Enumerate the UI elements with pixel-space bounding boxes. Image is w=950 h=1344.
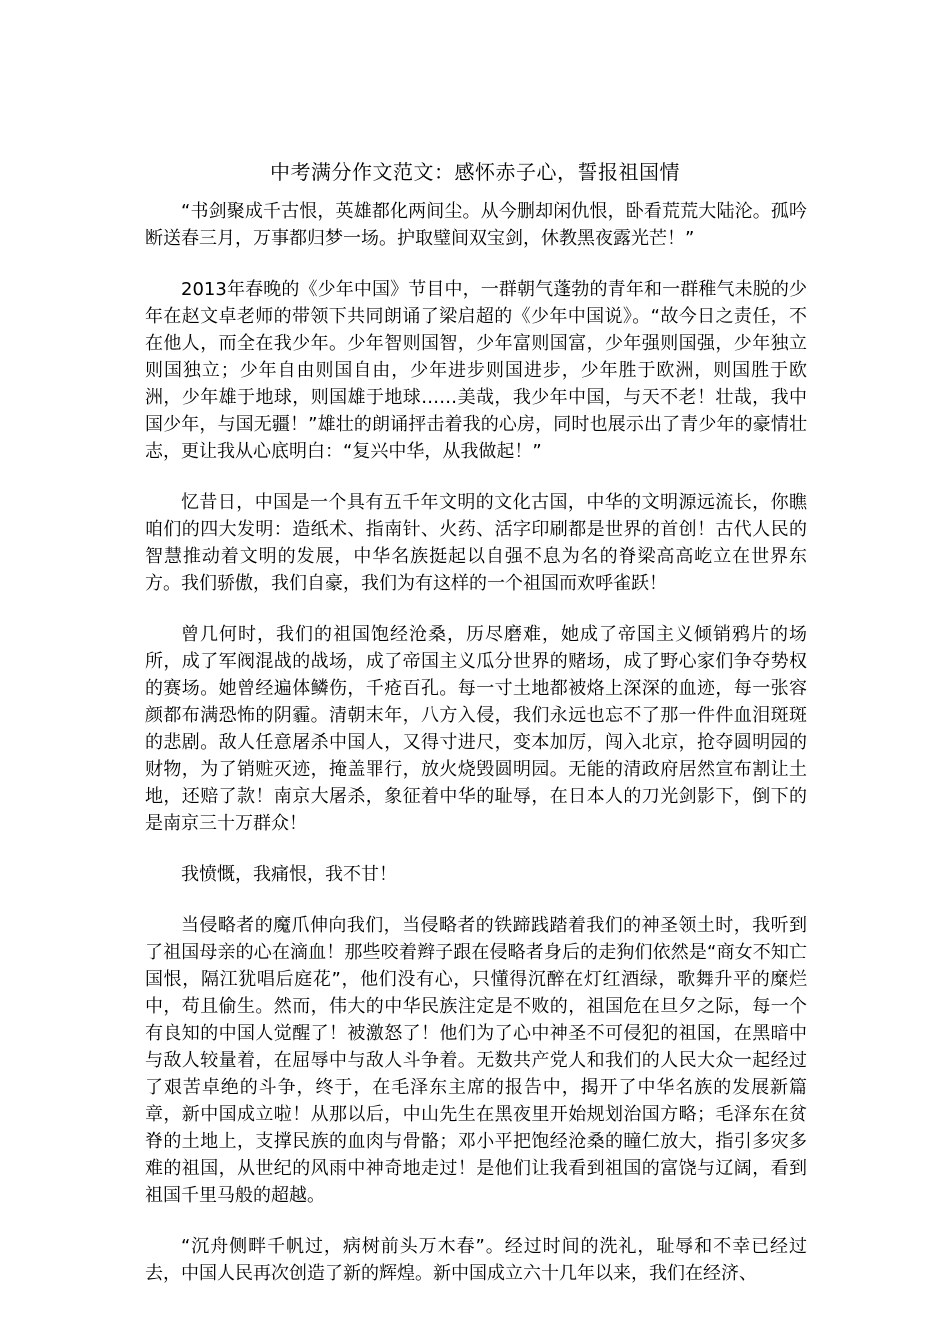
paragraph-indignation: 我愤慨，我痛恨，我不甘！	[181, 864, 397, 885]
essay-title: 中考满分作文范文：感怀赤子心，誓报祖国情	[270, 160, 680, 184]
paragraph-awakening: 当侵略者的魔爪伸向我们，当侵略者的铁蹄践踏着我们的神圣领土时，我听到了祖国母亲的心在滴血！那些咬着辫子跟在侵略者身后的走狗们依然是“商女不知亡国恨，隔江犹唱后庭花”，他们没有心，只懂得沉醉在灯红酒绿，歌舞升平的糜烂中，苟且偷生。然而，伟大的中华民族注定是不败的，祖国危在旦夕之际，每一个有良知的中国人觉醒了！被激怒了！他们为了心中神圣不可侵犯的祖国，在黑暗中与敌人较量着，在屈辱中与敌人斗争着。无数共产党人和我们的人民大众一起经过了艰苦卓绝的斗争，终于，在毛泽东主席的报告中，揭开了中华名族的发展新篇章，新中国成立啦！从那以后，中山先生在黑夜里开始规划治国方略；毛泽东在贫脊的土地上，支撑民族的血肉与骨骼；邓小平把饱经沧桑的瞳仁放大，指引多灾多难的祖国，从世纪的风雨中神奇地走过！是他们让我看到祖国的富饶与辽阔，看到祖国千里马般的超越。	[145, 915, 807, 1206]
paragraph-humiliation: 曾几何时，我们的祖国饱经沧桑，历尽磨难，她成了帝国主义倾销鸦片的场所，成了军阀混战的战场，成了帝国主义瓜分世界的赌场，成了野心家们争夺势权的赛场。她曾经遍体鳞伤，千疮百孔。每一寸土地都被烙上深深的血迹，每一张容颜都布满恐怖的阴霾。清朝末年，八方入侵，我们永远也忘不了那一件件血泪斑斑的悲剧。敌人任意屠杀中国人，又得寸进尺，变本加厉，闯入北京，抢夺圆明园的财物，为了销赃灭迹，掩盖罪行，放火烧毁圆明园。无能的清政府居然宣布割让土地，还赔了款！南京大屠杀，象征着中华的耻辱，在日本人的刀光剑影下，倒下的是南京三十万群众！	[145, 624, 807, 834]
paragraph-ancient-china: 忆昔日，中国是一个具有五千年文明的文化古国，中华的文明源远流长，你瞧咱们的四大发明：造纸术、指南针、火药、活字印刷都是世界的首创！古代人民的智慧推动着文明的发展，中华名族挺起以自强不息为名的脊梁高高屹立在世界东方。我们骄傲，我们自豪，我们为有这样的一个祖国而欢呼雀跃！	[145, 492, 807, 594]
paragraph-poem: “书剑聚成千古恨，英雄都化两间尘。从今删却闲仇恨，卧看荒荒大陆沦。孤吟断送春三月，万事都归梦一场。护取璧间双宝剑，休教黑夜露光芒！”	[145, 201, 807, 249]
essay-body	[145, 198, 807, 1311]
paragraph-spring-gala: 2013年春晚的《少年中国》节目中，一群朝气蓬勃的青年和一群稚气未脱的少年在赵文卓老师的带领下共同朗诵了梁启超的《少年中国说》。“故今日之责任，不在他人，而全在我少年。少年智则国智，少年富则国富，少年强则国强，少年独立则国独立；少年自由则国自由，少年进步则国进步，少年胜于欧洲，则国胜于欧洲，少年雄于地球，则国雄于地球……美哉，我少年中国，与天不老！壮哉，我中国少年，与国无疆！”雄壮的朗诵抨击着我的心房，同时也展示出了青少年的豪情壮志，更让我从心底明白：“复兴中华，从我做起！”	[145, 279, 807, 462]
paragraph-new-glory: “沉舟侧畔千帆过，病树前头万木春”。经过时间的洗礼，耻辱和不幸已经过去，中国人民再次创造了新的辉煌。新中国成立六十几年以来，我们在经济、	[145, 1236, 807, 1284]
